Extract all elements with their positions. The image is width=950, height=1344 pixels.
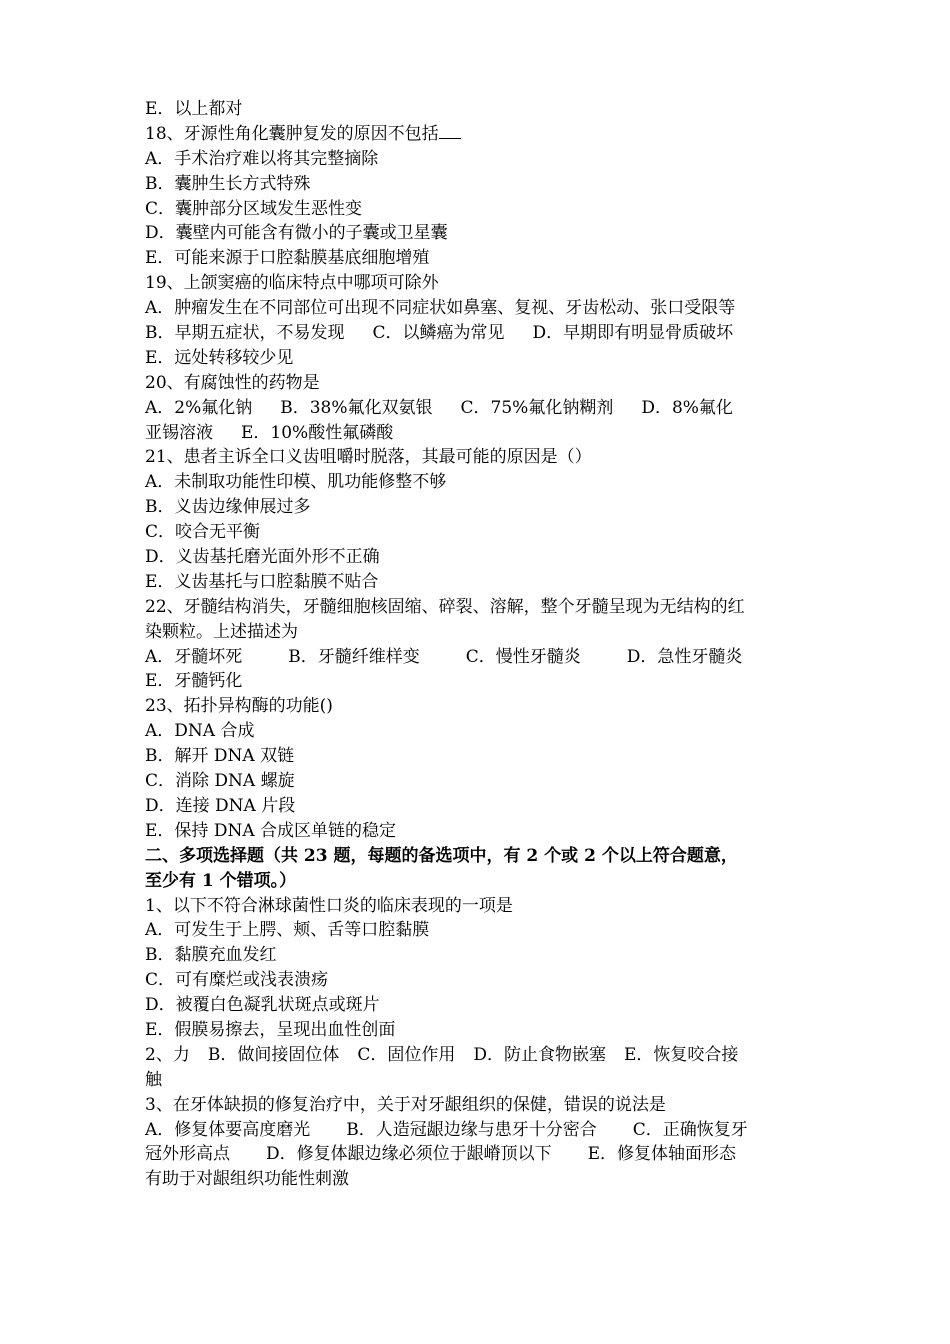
text-line — [145, 769, 815, 794]
option-text: D．8%氟化 — [641, 397, 733, 418]
option-text: D．早期即有明显骨质破坏 — [532, 323, 734, 344]
question-line — [145, 122, 815, 147]
option-text: E．以上都对 — [145, 99, 243, 119]
text-line — [145, 1142, 815, 1167]
option-text: C．以鳞癌为常见 — [372, 323, 505, 344]
question-line — [145, 595, 815, 620]
question-text: 2、力 — [145, 1044, 190, 1065]
option-text: C．消除 DNA 螺旋 — [145, 771, 295, 792]
option-text: E．修复体轴面形态 — [587, 1144, 737, 1165]
question-line — [145, 894, 815, 919]
option-text: B．早期五症状，不易发现 — [145, 323, 345, 344]
option-text: C．咬合无平衡 — [145, 522, 261, 543]
option-text: B．38%氟化双氨银 — [280, 397, 433, 418]
option-text: E．牙髓钙化 — [145, 671, 243, 692]
option-text: C．75%氟化钠糊剂 — [460, 397, 614, 418]
text-line — [145, 246, 815, 271]
option-text: D．囊壁内可能含有微小的子囊或卫星囊 — [145, 223, 448, 244]
text-line — [145, 147, 815, 172]
text-line — [145, 645, 815, 670]
question-text: 22、牙髓结构消失，牙髓细胞核固缩、碎裂、溶解，整个牙髓呈现为无结构的红 — [145, 596, 745, 617]
option-text: B．义齿边缘伸展过多 — [145, 497, 311, 518]
option-text: 亚锡溶液 — [145, 422, 213, 443]
question-text: 1、以下不符合淋球菌性口炎的临床表现的一项是 — [145, 895, 513, 916]
option-text: 有助于对龈组织功能性刺激 — [145, 1169, 349, 1190]
text-line — [145, 197, 815, 222]
question-line — [145, 694, 815, 719]
question-line — [145, 620, 815, 645]
option-text: B．囊肿生长方式特殊 — [145, 173, 311, 194]
text-line — [145, 1018, 815, 1043]
text-line — [145, 744, 815, 769]
question-text: 19、上颌窦癌的临床特点中哪项可除外 — [145, 273, 439, 294]
option-text: E．恢复咬合接 — [623, 1044, 739, 1065]
option-text: 冠外形高点 — [145, 1144, 230, 1165]
text-line — [145, 346, 815, 371]
text-line — [145, 1167, 815, 1192]
option-text: E．可能来源于口腔黏膜基底细胞增殖 — [145, 248, 430, 269]
option-text: B．解开 DNA 双链 — [145, 746, 295, 767]
question-text: 18、牙源性角化囊肿复发的原因不包括 — [145, 123, 439, 144]
question-text: 21、患者主诉全口义齿咀嚼时脱落，其最可能的原因是（） — [145, 447, 592, 468]
option-text: D．防止食物嵌塞 — [473, 1044, 606, 1065]
option-text: E．保持 DNA 合成区单链的稳定 — [145, 820, 396, 841]
question-text: 20、有腐蚀性的药物是 — [145, 372, 320, 393]
text-line — [145, 296, 815, 321]
text-line — [145, 570, 815, 595]
text-line — [145, 993, 815, 1018]
text-line — [145, 221, 815, 246]
question-text: 染颗粒。上述描述为 — [145, 621, 298, 642]
section-heading-text: 二、多项选择题（共 23 题，每题的备选项中，有 2 个或 2 个以上符合题意， — [145, 845, 738, 866]
text-line — [145, 396, 815, 421]
option-text: D．修复体龈边缘必须位于龈嵴顶以下 — [266, 1144, 552, 1165]
text-line — [145, 918, 815, 943]
text-line — [145, 1118, 815, 1143]
answer-blank — [439, 122, 461, 139]
option-text: C．可有糜烂或浅表溃疡 — [145, 970, 329, 991]
option-text: E．假膜易擦去，呈现出血性创面 — [145, 1019, 396, 1040]
option-text: A．手术治疗难以将其完整摘除 — [145, 148, 379, 169]
text-line — [145, 421, 815, 446]
option-text: E．义齿基托与口腔黏膜不贴合 — [145, 571, 379, 592]
question-text: 23、拓扑异构酶的功能() — [145, 696, 333, 717]
option-text: D．急性牙髓炎 — [626, 646, 743, 667]
option-text: B．黏膜充血发红 — [145, 945, 277, 966]
option-text: E．10%酸性氟磷酸 — [241, 422, 394, 443]
text-line — [145, 321, 815, 346]
question-line — [145, 1093, 815, 1118]
text-line — [145, 172, 815, 197]
option-text: 触 — [145, 1069, 162, 1090]
section-heading-text: 至少有 1 个错项。） — [145, 870, 297, 891]
text-line — [145, 1068, 815, 1093]
option-text: A．肿瘤发生在不同部位可出现不同症状如鼻塞、复视、牙齿松动、张口受限等 — [145, 298, 736, 319]
option-text: A．2%氟化钠 — [145, 397, 253, 418]
option-text: C．固位作用 — [357, 1044, 456, 1065]
text-line — [145, 943, 815, 968]
option-text: A．修复体要高度磨光 — [145, 1119, 311, 1140]
question-line — [145, 1043, 815, 1068]
text-line — [145, 520, 815, 545]
question-line — [145, 445, 815, 470]
text-line — [145, 719, 815, 744]
option-text: A．未制取功能性印模、肌功能修整不够 — [145, 472, 447, 493]
text-line — [145, 794, 815, 819]
option-text: A．DNA 合成 — [145, 721, 255, 742]
option-text: C．囊肿部分区域发生恶性变 — [145, 198, 363, 219]
text-line — [145, 495, 815, 520]
text-line — [145, 545, 815, 570]
option-text: C．慢性牙髓炎 — [465, 646, 581, 667]
option-text: B．牙髓纤维样变 — [288, 646, 420, 667]
option-text: D．被覆白色凝乳状斑点或斑片 — [145, 995, 380, 1016]
option-text: E．远处转移较少见 — [145, 347, 294, 368]
option-text: B．人造冠龈边缘与患牙十分密合 — [346, 1119, 597, 1140]
question-line — [145, 371, 815, 396]
text-line — [145, 97, 815, 122]
option-text: A．牙髓坏死 — [145, 646, 243, 667]
text-line — [145, 669, 815, 694]
option-text: C．正确恢复牙 — [632, 1119, 748, 1140]
option-text: D．连接 DNA 片段 — [145, 795, 296, 816]
option-text: B．做间接固位体 — [207, 1044, 340, 1065]
section-heading — [145, 869, 815, 894]
question-text: 3、在牙体缺损的修复治疗中，关于对牙龈组织的保健，错误的说法是 — [145, 1094, 666, 1115]
text-line — [145, 819, 815, 844]
section-heading — [145, 844, 815, 869]
text-line — [145, 968, 815, 993]
option-text: D．义齿基托磨光面外形不正确 — [145, 547, 380, 568]
question-line — [145, 271, 815, 296]
text-line — [145, 470, 815, 495]
option-text: A．可发生于上腭、颊、舌等口腔黏膜 — [145, 920, 430, 941]
document-page — [145, 97, 815, 1192]
